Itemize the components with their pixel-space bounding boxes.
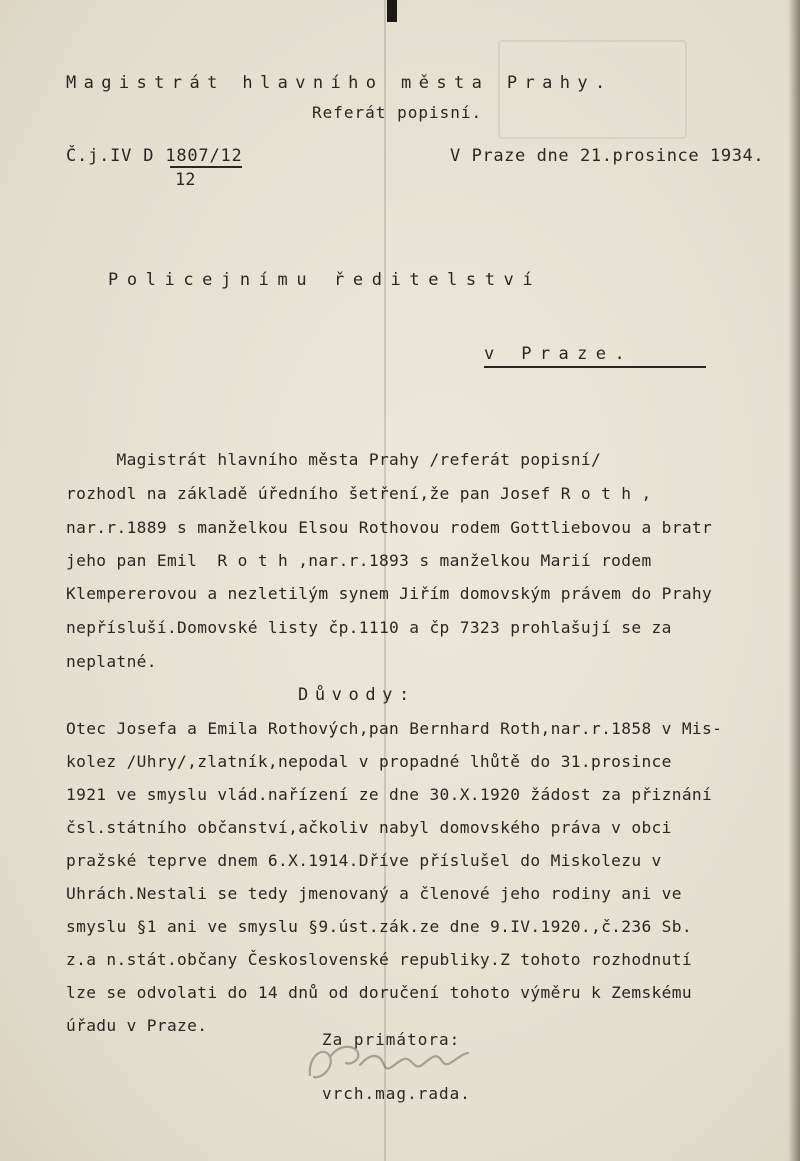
body-line: nar.r.1889 s manželkou Elsou Rothovou rodem Gottliebovou a bratr (66, 518, 713, 537)
reasons-line: pražské teprve dnem 6.X.1914.Dříve příslušel do Miskolezu v (66, 851, 662, 870)
reasons-line: kolez /Uhry/,zlatník,nepodal v propadné lhůtě do 31.prosince (66, 752, 672, 771)
signatory-title: vrch.mag.rada. (322, 1084, 471, 1103)
binding-tab (387, 0, 397, 22)
header-title: Magistrát hlavního města Prahy. (66, 73, 613, 93)
reasons-line: 1921 ve smyslu vlád.nařízení ze dne 30.X.1920 žádost za přiznání (66, 785, 713, 804)
reference-denominator: 12 (175, 170, 196, 190)
reference-prefix: Č.j.IV D (66, 146, 166, 166)
body-line: neplatné. (66, 652, 157, 671)
signature-label: Za primátora: (322, 1030, 461, 1049)
reasons-line: z.a n.stát.občany Československé republiky.Z tohoto rozhodnutí (66, 950, 692, 969)
addressee-name: Policejnímu ředitelství (108, 270, 542, 290)
body-line: Magistrát hlavního města Prahy /referát popisní/ (66, 450, 602, 469)
document-date: V Praze dne 21.prosince 1934. (450, 146, 765, 166)
reasons-line: Uhrách.Nestali se tedy jmenovaný a členové jeho rodiny ani ve (66, 884, 682, 903)
body-line: jeho pan Emil R o t h ,nar.r.1893 s manželkou Marií rodem (66, 551, 652, 570)
reference-fraction-bar (170, 166, 242, 168)
body-line: nepřísluší.Domovské listy čp.1110 a čp 7323 prohlašují se za (66, 618, 672, 637)
addressee-underline (484, 366, 706, 368)
reference-numerator: 1807/12 (165, 146, 243, 166)
reasons-line: čsl.státního občanství,ačkoliv nabyl domovského práva v obci (66, 818, 672, 837)
addressee-city: v Praze. (484, 344, 634, 364)
reasons-heading: Důvody: (298, 685, 416, 705)
body-line: Klempererovou a nezletilým synem Jiřím domovským právem do Prahy (66, 584, 713, 603)
page-edge-shadow (788, 0, 800, 1161)
reasons-line: smyslu §1 ani ve smyslu §9.úst.zák.ze dne 9.IV.1920.,č.236 Sb. (66, 917, 692, 936)
reference-number (66, 146, 243, 166)
body-line: rozhodl na základě úředního šetření,že pan Josef R o t h , (66, 484, 652, 503)
reasons-line: Otec Josefa a Emila Rothových,pan Bernhard Roth,nar.r.1858 v Mis- (66, 719, 723, 738)
reasons-line: úřadu v Praze. (66, 1016, 208, 1035)
reasons-line: lze se odvolati do 14 dnů od doručení tohoto výměru k Zemskému (66, 983, 692, 1002)
header-department: Referát popisní. (312, 103, 483, 122)
